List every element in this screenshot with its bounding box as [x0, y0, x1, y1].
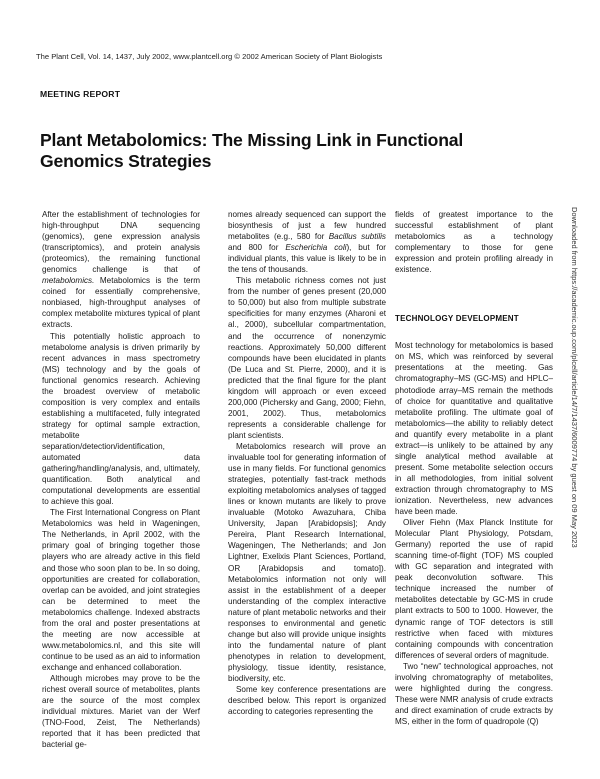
paragraph: fields of greatest importance to the successful establishment of plant metabolomics as a technology complementary to those for gene expression and protein profiling already in existence.	[395, 210, 553, 275]
column-1	[42, 209, 200, 750]
text: Metabolomics is the term coined for essentially comprehensive, nonbiased, high-throughput analyses of complex metabolite mixtures typical of plant extracts.	[42, 276, 200, 330]
column-3	[395, 209, 553, 727]
paragraph	[42, 209, 200, 331]
article-title	[40, 130, 560, 172]
title-line-1: Plant Metabolomics: The Missing Link in Functional	[40, 130, 464, 150]
paragraph: The First International Congress on Plant Metabolomics was held in Wageningen, The Netherlands, in April 2002, with the primary goal of bringing together those players who are already active in this field and those who soon plan to be. In so doing, opportunities are created for collaboration, overlap can be avoided, and joint strategies can be determined to meet the metabolomics challenge. Indexed abstracts from the oral and poster presentations at the meeting are now accessible at www.metabolomics.nl, and this site will continue to be used as an aid to information exchange and enhanced collaboration.	[42, 508, 200, 672]
emphasis: metabolomics.	[42, 276, 95, 286]
paragraph: Oliver Fiehn (Max Planck Institute for Molecular Plant Physiology, Potsdam, Germany) reported the use of rapid scanning time-of-flight (TOF) MS coupled with GC separation and integrated with peak deconvolution software. This technique increased the number of metabolites detectable by GC-MS in crude plant extracts to 500 to 1000. However, the dynamic range of TOF detectors is still restrictive when faced with mixtures containing compounds with concentration differences of several orders of magnitude.	[395, 518, 553, 660]
download-watermark: Downloaded from https://academic.oup.com/plcell/article/14/7/1437/6009774 by guest on 09 May 2023	[570, 207, 579, 548]
journal-citation: The Plant Cell, Vol. 14, 1437, July 2002, www.plantcell.org © 2002 American Society of Plant Biologists	[36, 52, 383, 61]
paragraph: Two “new” technological approaches, not involving chromatography of metabolites, were highlighted during the congress. These were NMR analysis of crude extracts and direct examination of crude extracts by MS, either in the form of quadropole (Q)	[395, 661, 553, 726]
paragraph: This metabolic richness comes not just from the number of genes present (20,000 to 50,000) but also from multiple substrate specificities for many enzymes (Aharoni et al., 2000), subcellular compartmentation, and the occurrence of nonenzymic reactions. Approximately 50,000 different compounds have been elucidated in plants (De Luca and St. Pierre, 2000), and it is predicted that the final figure for the plant kingdom will approach or even exceed 200,000 (Pichersky and Gang, 2000; Fiehn, 2001, 2002). Thus, metabolomics represents a considerable challenge for plant scientists.	[228, 276, 386, 440]
paragraph: This potentially holistic approach to metabolome analysis is driven primarily by recent advances in mass spectrometry (MS) technology and by the goals of functional genomics research. Achieving the broadest overview of metabolic composition is very complex and entails establishing a multifaceted, fully integrated strategy for optimal sample extraction, metabolite separation/detection/identification, automated data gathering/handling/analysis, and, ultimately, quantification. Both analytical and computational developments are essential to achieve this goal.	[42, 331, 200, 507]
text: and 800 for	[228, 243, 286, 253]
text: nomes already sequenced can support the biosynthesis of just a few hundred metabolites (e.g., 580 for	[228, 210, 386, 242]
column-2	[228, 209, 386, 717]
section-heading: TECHNOLOGY DEVELOPMENT	[395, 314, 519, 324]
paragraph: Metabolomics research will prove an invaluable tool for generating information of use in many fields. For functional genomics strategies, potentially fast-track methods exploiting metabolomics analyses of tagged lines or known mutants are likely to prove invaluable (Motoko Awazuhara, Chiba University, Japan [Arabidopsis]; Andy Pereira, Plant Research International, Wageningen, The Netherlands; and Jon Lightner, Exelixis Plant Sciences, Portland, OR [Arabidopsis and tomato]). Metabolomics information not only will assist in the establishment of a deeper understanding of the complex interactive nature of plant metabolic networks and their responses to environmental and genetic change but also will provide unique insights into the fundamental nature of plant phenotypes in relation to development, physiology, tissue identity, resistance, biodiversity, etc.	[228, 441, 386, 683]
species-name: Escherichia coli	[285, 243, 347, 253]
text: ), but for individual plants, this value is likely to be in the tens of thousands.	[228, 243, 386, 275]
paragraph	[228, 209, 386, 275]
paragraph: Although microbes may prove to be the richest overall source of metabolites, plants are the source of the most complex individual mixtures. Mariet van der Werf (TNO-Food, Zeist, The Netherlands) reported that it has been predicted that bacterial ge-	[42, 673, 200, 750]
text: After the establishment of technologies for high-throughput DNA sequencing (genomics), gene expression analysis (transcriptomics), and protein analysis (proteomics), the remaining functional genomics challenge is that of	[42, 210, 200, 275]
species-name: Bacillus subtilis	[328, 232, 386, 242]
section-label: MEETING REPORT	[40, 89, 121, 99]
title-line-2: Genomics Strategies	[40, 151, 212, 171]
paragraph: Most technology for metabolomics is based on MS, which was reinforced by several presentations at the meeting. Gas chromatography–MS (GC-MS) and HPLC–photodiode array–MS remain the methods of choice for quantitative and qualitative metabolite profiling. The ultimate goal of metabolomics—the ability to reliably detect and quantify every metabolite in a plant extract—is unlikely to be attained by any single analytical method available at present. Some metabolite selection occurs in all methodologies, from initial solvent extraction through chromatography to MS ionization. Nevertheless, new advances have been made.	[395, 341, 553, 517]
paragraph: Some key conference presentations are described below. This report is organized according to categories representing the	[228, 685, 386, 717]
